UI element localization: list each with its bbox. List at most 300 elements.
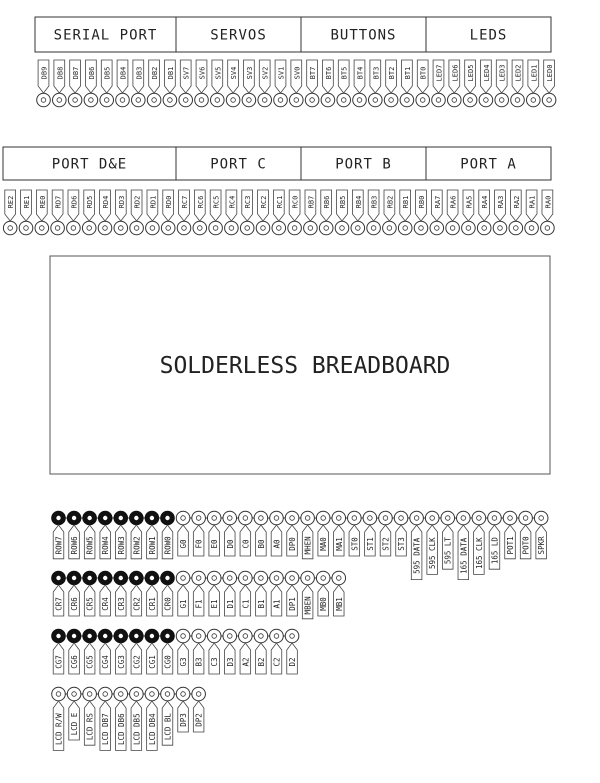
- pin-bt0[interactable]: [416, 60, 430, 107]
- pin-bt6[interactable]: [321, 60, 335, 107]
- pin-e0[interactable]: [205, 511, 221, 556]
- pin-label: RB2: [386, 195, 395, 209]
- pad-hole: [119, 576, 123, 580]
- pin-ra0[interactable]: [541, 190, 555, 235]
- pad-hole: [499, 98, 504, 103]
- pad-hole: [134, 634, 138, 638]
- pad-hole: [420, 98, 425, 103]
- pin-595-clk[interactable]: [423, 511, 439, 574]
- pad-hole: [57, 98, 62, 103]
- pad-hole: [181, 692, 186, 697]
- pin-label: LCD BL: [163, 713, 173, 741]
- pin-sv6[interactable]: [195, 60, 209, 107]
- pin-ra5[interactable]: [462, 190, 476, 235]
- pad-hole: [56, 634, 60, 638]
- pin-label: LCD R/W: [54, 713, 64, 746]
- pad-hole: [150, 692, 155, 697]
- pin-rd0[interactable]: [161, 190, 175, 235]
- pin-row5[interactable]: [81, 511, 97, 559]
- pin-label: BT2: [388, 66, 397, 80]
- pin-dp3[interactable]: [174, 687, 190, 732]
- pin-re0[interactable]: [35, 190, 49, 235]
- pin-row4[interactable]: [96, 511, 112, 559]
- pin-sv0[interactable]: [290, 60, 304, 107]
- pin-st0[interactable]: [346, 511, 362, 556]
- pad-hole: [321, 576, 326, 581]
- pad-hole: [383, 516, 388, 521]
- pin-led0[interactable]: [542, 60, 556, 107]
- pin-rb1[interactable]: [398, 190, 412, 235]
- pad-hole: [403, 226, 408, 231]
- pad-hole: [399, 516, 404, 521]
- pin-rc0[interactable]: [288, 190, 302, 235]
- pin-cr0[interactable]: [159, 571, 175, 616]
- pin-label: D3: [225, 657, 235, 667]
- pin-a1[interactable]: [268, 571, 284, 616]
- pin-cr1[interactable]: [143, 571, 159, 616]
- pin-label: SPKR: [537, 536, 547, 555]
- pin-label: DP3: [179, 713, 189, 727]
- pin-c1[interactable]: [237, 571, 253, 616]
- pin-ra3[interactable]: [493, 190, 507, 235]
- pad-hole: [452, 98, 457, 103]
- pin-label: BT0: [419, 66, 428, 80]
- pin-label: CG3: [116, 655, 126, 669]
- breadboard-area: [50, 256, 550, 474]
- pin-db7[interactable]: [68, 60, 82, 107]
- pin-label: RA5: [465, 195, 474, 209]
- pin-bt5[interactable]: [337, 60, 351, 107]
- pin-ra6[interactable]: [446, 190, 460, 235]
- pin-label: MBEN: [303, 596, 313, 615]
- pin-b1[interactable]: [252, 571, 268, 616]
- header-label-buttons: BUTTONS: [330, 27, 397, 44]
- pin-ra2[interactable]: [509, 190, 523, 235]
- pin-db3[interactable]: [132, 60, 146, 107]
- pin-label: RC0: [291, 195, 300, 209]
- pin-c3[interactable]: [205, 629, 221, 674]
- header-label-serial-port: SERIAL PORT: [53, 27, 158, 44]
- pad-hole: [87, 516, 91, 520]
- pin-c2[interactable]: [268, 629, 284, 674]
- pin-re1[interactable]: [19, 190, 33, 235]
- pin-led3[interactable]: [495, 60, 509, 107]
- pad-hole: [72, 692, 77, 697]
- pin-rc6[interactable]: [193, 190, 207, 235]
- pin-label: RC5: [212, 195, 221, 209]
- pin-rc2[interactable]: [256, 190, 270, 235]
- pin-mb1[interactable]: [330, 571, 346, 616]
- pin-label: ROW2: [132, 536, 142, 555]
- pin-re2[interactable]: [3, 190, 17, 235]
- pin-label: CR0: [163, 597, 173, 611]
- pin-lcd-e[interactable]: [65, 687, 81, 740]
- pin-bt2[interactable]: [384, 60, 398, 107]
- pin-label: CG5: [85, 655, 95, 669]
- pin-lcd-bl[interactable]: [159, 687, 175, 745]
- pin-sv2[interactable]: [258, 60, 272, 107]
- pin-label: C2: [272, 657, 282, 667]
- pad-hole: [290, 634, 295, 639]
- pad-hole: [531, 98, 536, 103]
- pin-lcd-rs[interactable]: [81, 687, 97, 745]
- pin-label: LCD E: [70, 712, 80, 736]
- pin-db2[interactable]: [147, 60, 161, 107]
- pin-d3[interactable]: [221, 629, 237, 674]
- pin-cr7[interactable]: [52, 571, 66, 616]
- pin-label: DB1: [166, 66, 175, 80]
- pin-label: MA1: [334, 537, 344, 551]
- pin-db9[interactable]: [37, 60, 51, 107]
- pin-cg0[interactable]: [159, 629, 175, 674]
- pin-label: G1: [179, 599, 189, 609]
- pin-cr6[interactable]: [65, 571, 81, 616]
- pin-rb6[interactable]: [319, 190, 333, 235]
- pin-cg6[interactable]: [65, 629, 81, 674]
- pin-label: F1: [194, 599, 204, 609]
- pin-label: G0: [179, 539, 189, 549]
- pad-hole: [445, 516, 450, 521]
- pad-hole: [305, 576, 310, 581]
- pin-mhen[interactable]: [299, 511, 315, 559]
- pin-165-clk[interactable]: [470, 511, 486, 574]
- pin-rd7[interactable]: [51, 190, 65, 235]
- pin-label: C0: [241, 539, 251, 549]
- pin-spkr[interactable]: [532, 511, 548, 559]
- pin-label: D2: [288, 657, 298, 667]
- pin-row0[interactable]: [159, 511, 175, 559]
- pin-label: CR4: [101, 597, 111, 611]
- pin-db8[interactable]: [53, 60, 67, 107]
- pin-rc5[interactable]: [209, 190, 223, 235]
- pin-ra7[interactable]: [430, 190, 444, 235]
- pad-hole: [430, 516, 435, 521]
- pin-label: DB2: [151, 66, 160, 80]
- pin-rb4[interactable]: [351, 190, 365, 235]
- pin-rd6[interactable]: [67, 190, 81, 235]
- pin-label: A0: [272, 539, 282, 549]
- pad-hole: [89, 98, 94, 103]
- pin-595-lt[interactable]: [439, 511, 455, 569]
- pin-lcd-r-w[interactable]: [52, 687, 66, 750]
- pad-hole: [199, 98, 204, 103]
- row-2: [52, 571, 346, 619]
- pin-rd1[interactable]: [146, 190, 160, 235]
- pin-rb5[interactable]: [335, 190, 349, 235]
- pin-label: RC3: [244, 195, 253, 209]
- pin-sv5[interactable]: [211, 60, 225, 107]
- pad-hole: [166, 226, 171, 231]
- pin-label: RB3: [370, 195, 379, 209]
- pin-label: SV2: [261, 66, 270, 80]
- pad-hole: [150, 576, 154, 580]
- pin-label: RD6: [70, 195, 79, 209]
- pin-dp0[interactable]: [283, 511, 299, 556]
- pin-db5[interactable]: [100, 60, 114, 107]
- pad-hole: [466, 226, 471, 231]
- pad-hole: [352, 516, 357, 521]
- pin-lcd-db7[interactable]: [96, 687, 112, 750]
- pin-label: 165 DATA: [459, 537, 469, 574]
- pin-label: B1: [256, 599, 266, 609]
- pin-b0[interactable]: [252, 511, 268, 556]
- pin-lcd-db4[interactable]: [143, 687, 159, 750]
- pad-hole: [436, 98, 441, 103]
- pin-label: RB6: [323, 195, 332, 209]
- port-pin-row: [3, 190, 554, 235]
- pin-label: CR2: [132, 597, 142, 611]
- pad-hole: [341, 98, 346, 103]
- breadboard-label: SOLDERLESS BREADBOARD: [159, 353, 451, 379]
- pad-hole: [41, 98, 46, 103]
- pin-cg5[interactable]: [81, 629, 97, 674]
- pin-label: LCD DB5: [132, 713, 142, 746]
- pin-label: RB5: [339, 195, 347, 209]
- pin-label: POT1: [506, 536, 516, 555]
- pad-hole: [492, 516, 497, 521]
- pin-mben[interactable]: [299, 571, 315, 619]
- pad-hole: [508, 516, 513, 521]
- pin-label: D1: [225, 599, 235, 609]
- pin-rb7[interactable]: [304, 190, 318, 235]
- pad-hole: [168, 98, 173, 103]
- pad-hole: [103, 634, 107, 638]
- pin-label: MB1: [334, 597, 344, 611]
- pin-label: C1: [241, 599, 251, 609]
- pad-hole: [498, 226, 503, 231]
- pin-st1[interactable]: [361, 511, 377, 556]
- pin-pot1[interactable]: [501, 511, 517, 559]
- pin-cr4[interactable]: [96, 571, 112, 616]
- pin-d0[interactable]: [221, 511, 237, 556]
- pin-label: RD0: [165, 195, 174, 209]
- pad-hole: [196, 576, 201, 581]
- pin-label: B2: [256, 657, 266, 667]
- pad-hole: [87, 576, 91, 580]
- pad-hole: [290, 576, 295, 581]
- pad-hole: [389, 98, 394, 103]
- pad-hole: [227, 516, 232, 521]
- pin-label: CR6: [70, 597, 80, 611]
- pad-hole: [294, 98, 299, 103]
- pad-hole: [165, 576, 169, 580]
- pin-cg1[interactable]: [143, 629, 159, 674]
- pin-cg2[interactable]: [128, 629, 144, 674]
- pin-lcd-db6[interactable]: [112, 687, 128, 750]
- pin-bt4[interactable]: [353, 60, 367, 107]
- pad-hole: [523, 516, 528, 521]
- pin-label: CG0: [163, 655, 173, 669]
- pad-hole: [72, 516, 76, 520]
- pin-label: LCD DB7: [101, 713, 111, 746]
- pad-hole: [274, 516, 279, 521]
- pad-hole: [213, 226, 218, 231]
- pad-hole: [103, 226, 108, 231]
- pin-g3[interactable]: [176, 629, 190, 674]
- pad-hole: [181, 516, 186, 521]
- pin-led7[interactable]: [432, 60, 446, 107]
- pin-label: BT5: [340, 66, 349, 80]
- pin-b2[interactable]: [252, 629, 268, 674]
- pin-label: G3: [179, 657, 189, 667]
- pin-rd3[interactable]: [114, 190, 128, 235]
- pin-cr2[interactable]: [128, 571, 144, 616]
- pin-ma1[interactable]: [330, 511, 346, 556]
- pin-f0[interactable]: [190, 511, 206, 556]
- pin-label: ST1: [365, 537, 375, 551]
- pad-hole: [165, 692, 170, 697]
- pin-g1[interactable]: [176, 571, 190, 616]
- pad-hole: [259, 516, 264, 521]
- pin-lcd-db5[interactable]: [128, 687, 144, 750]
- pin-db4[interactable]: [116, 60, 130, 107]
- pad-hole: [215, 98, 220, 103]
- pin-label: RD3: [117, 195, 126, 209]
- pin-label: RA7: [433, 195, 442, 209]
- pin-st3[interactable]: [392, 511, 408, 556]
- pin-label: DP0: [288, 537, 298, 551]
- pin-ra4[interactable]: [477, 190, 491, 235]
- pin-label: BT3: [372, 66, 381, 80]
- pin-label: ST2: [381, 537, 391, 551]
- pin-cr3[interactable]: [112, 571, 128, 616]
- pin-d1[interactable]: [221, 571, 237, 616]
- pin-label: ROW3: [116, 536, 126, 555]
- pin-label: LED0: [546, 64, 555, 82]
- pin-cr5[interactable]: [81, 571, 97, 616]
- pin-165-data[interactable]: [455, 511, 471, 579]
- pin-label: CR5: [85, 597, 95, 611]
- pin-c0[interactable]: [237, 511, 253, 556]
- pin-cg3[interactable]: [112, 629, 128, 674]
- pad-hole: [368, 516, 373, 521]
- pin-sv3[interactable]: [242, 60, 256, 107]
- pad-hole: [356, 226, 361, 231]
- pad-hole: [484, 98, 489, 103]
- pin-label: LCD DB6: [116, 713, 126, 746]
- pad-hole: [134, 516, 138, 520]
- pad-hole: [515, 98, 520, 103]
- pin-label: RC6: [196, 195, 205, 209]
- pad-hole: [336, 576, 341, 581]
- pin-label: B0: [256, 539, 266, 549]
- pin-rb2[interactable]: [383, 190, 397, 235]
- pin-label: RB4: [354, 195, 363, 209]
- pad-hole: [103, 576, 107, 580]
- pin-dp1[interactable]: [283, 571, 299, 616]
- pad-hole: [198, 226, 203, 231]
- pin-rc4[interactable]: [225, 190, 239, 235]
- pad-hole: [261, 226, 266, 231]
- pin-rc7[interactable]: [177, 190, 191, 235]
- pin-cg7[interactable]: [52, 629, 66, 674]
- pin-label: CR3: [116, 597, 126, 611]
- pad-hole: [118, 692, 123, 697]
- pad-hole: [310, 98, 315, 103]
- pin-db6[interactable]: [84, 60, 98, 107]
- pad-hole: [119, 516, 123, 520]
- pin-cg4[interactable]: [96, 629, 112, 674]
- pin-led6[interactable]: [448, 60, 462, 107]
- pin-a2[interactable]: [237, 629, 253, 674]
- pad-hole: [71, 226, 76, 231]
- pin-st2[interactable]: [377, 511, 393, 556]
- pin-bt3[interactable]: [369, 60, 383, 107]
- pad-hole: [212, 634, 217, 639]
- pin-sv1[interactable]: [274, 60, 288, 107]
- pin-db1[interactable]: [163, 60, 177, 107]
- pad-hole: [336, 516, 341, 521]
- pad-hole: [73, 98, 78, 103]
- pad-hole: [482, 226, 487, 231]
- pin-595-data[interactable]: [408, 511, 424, 579]
- pin-led4[interactable]: [479, 60, 493, 107]
- pin-row1[interactable]: [143, 511, 159, 559]
- pin-rd2[interactable]: [130, 190, 144, 235]
- pin-b3[interactable]: [190, 629, 206, 674]
- pin-rc3[interactable]: [240, 190, 254, 235]
- pin-sv4[interactable]: [226, 60, 240, 107]
- pin-rb3[interactable]: [367, 190, 381, 235]
- pin-label: CG7: [54, 655, 64, 669]
- pin-d2[interactable]: [283, 629, 299, 674]
- pin-165-ld[interactable]: [486, 511, 502, 569]
- pin-row3[interactable]: [112, 511, 128, 559]
- pin-label: ROW5: [85, 536, 95, 555]
- pin-mb0[interactable]: [314, 571, 330, 616]
- pin-pot0[interactable]: [517, 511, 533, 559]
- pin-rd5[interactable]: [82, 190, 96, 235]
- pin-row7[interactable]: [52, 511, 66, 559]
- pad-hole: [243, 634, 248, 639]
- pad-hole: [373, 98, 378, 103]
- pin-label: CG1: [147, 655, 157, 669]
- pin-label: BT6: [324, 66, 333, 80]
- pad-hole: [136, 98, 141, 103]
- pad-hole: [262, 98, 267, 103]
- pin-led1[interactable]: [527, 60, 541, 107]
- pad-hole: [24, 226, 29, 231]
- pin-sv7[interactable]: [179, 60, 193, 107]
- header-label-port-b: PORT B: [335, 156, 392, 173]
- pin-ra1[interactable]: [525, 190, 539, 235]
- pin-dp2[interactable]: [190, 687, 206, 732]
- pin-rc1[interactable]: [272, 190, 286, 235]
- pin-e1[interactable]: [205, 571, 221, 616]
- pin-label: RD5: [86, 195, 95, 209]
- pad-hole: [120, 98, 125, 103]
- pin-a0[interactable]: [268, 511, 284, 556]
- pad-hole: [435, 226, 440, 231]
- pin-led2[interactable]: [511, 60, 525, 107]
- pad-hole: [292, 226, 297, 231]
- pin-led5[interactable]: [463, 60, 477, 107]
- pin-row2[interactable]: [128, 511, 144, 559]
- pin-rb0[interactable]: [414, 190, 428, 235]
- pad-hole: [196, 692, 201, 697]
- pin-f1[interactable]: [190, 571, 206, 616]
- pin-rd4[interactable]: [98, 190, 112, 235]
- pin-bt7[interactable]: [305, 60, 319, 107]
- pin-label: CG2: [132, 655, 142, 669]
- pin-label: RB1: [402, 195, 411, 209]
- pin-ma0[interactable]: [314, 511, 330, 556]
- pad-hole: [259, 576, 264, 581]
- pin-bt1[interactable]: [400, 60, 414, 107]
- pad-hole: [461, 516, 466, 521]
- pin-g0[interactable]: [176, 511, 190, 556]
- pin-row6[interactable]: [65, 511, 81, 559]
